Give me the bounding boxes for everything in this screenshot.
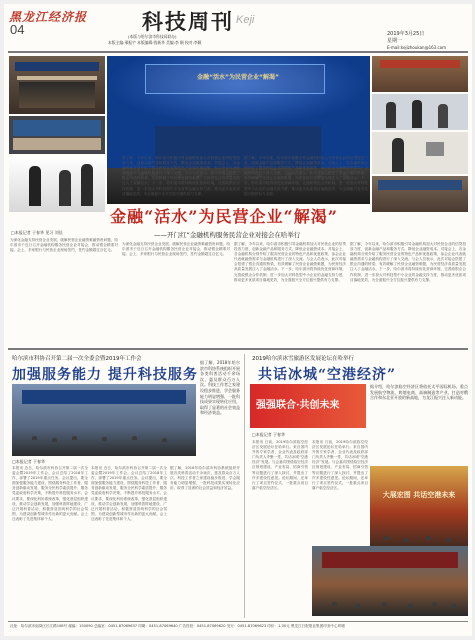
right-photo-1 [372, 56, 468, 92]
footer-text: 社址：哈尔滨市南岗区长江路108号 邮编：150090 总编室：0451-87069637 印刷：0451-87069640 广告经营：0451-87069620 发行：0451-87069623 印价：1.00元 黑龙江日报报业集团印务中心印刷 [10, 624, 345, 628]
main-photo-banner: 金融“活水”为民营企业“解渴” [197, 74, 279, 81]
bottom-left-headline: 加强服务能力 提升科技服务 [12, 367, 198, 383]
top-byline: □本报记者 于春华 见习 刘佳 [11, 230, 63, 235]
weekday: 星期一 [387, 38, 403, 44]
bottom-right-stage-text: 大展宏图 共话空港未来 [382, 490, 456, 499]
top-story-body: 据了解，今年以来，哈尔滨市积极引导金融机构加大对民营企业的信贷投放力度，创新金融产品和服务方式，降低企业融资成本。对接会上，各金融机构分别介绍了服务民营企业的特色产品和优惠政策，参会企业代表就融资需求与金融机构进行了深入交流。与会人员表示，此次对接会搭建了银企沟通的桥梁，有效缓解了民营企业融资难题，为民营经济高质量发展注入了金融活水。下一步，哈尔滨市将持续优化营商环境，完善政银企合作机制，进一步加大对科技型中小企业的金融支持力度，推动更多优质项目落地见效，为全面振兴全方位振兴提供有力支撑。 [122, 156, 240, 196]
bottom-right-banner: 强强联合·共创未来 [256, 400, 340, 411]
top-story-body-continued: 据了解，今年以来，哈尔滨市积极引导金融机构加大对民营企业的信贷投放力度，创新金融产品和服务方式，降低企业融资成本。对接会上，各金融机构分别介绍了服务民营企业的特色产品和优惠政策，参会企业代表就融资需求与金融机构进行了深入交流。与会人员表示，此次对接会搭建了银企沟通的桥梁，有效缓解了民营企业融资难题，为民营经济高质量发展注入了金融活水。下一步，哈尔滨市将持续优化营商环境，完善政银企合作机制，进一步加大对科技型中小企业的金融支持力度，推动更多优质项目落地见效，为全面振兴全方位振兴提供有力支撑。 [244, 156, 368, 196]
top-story-column-2: 为深化金融支持民营企业发展，破解民营企业融资难融资贵问题，哈尔滨市于近日召开金融机构服务民营企业对接会，推动银企精准对接。会上，多家银行与民营企业现场签约，签约金额超过百亿元。 [122, 242, 230, 257]
staff-line-2: 本版主编:邢振宇 本版编辑:钱新华 美编:李 颖 校对:李颖 [108, 40, 202, 45]
footer-rule [8, 621, 468, 622]
newspaper-page [4, 4, 472, 636]
paper-logo [9, 6, 105, 22]
masthead-rule [8, 51, 468, 53]
section-divider [8, 348, 468, 350]
bottom-left-sidebar: 据了解，2018年哈尔滨市科协系统组织开展各类科普活动千余场次，惠及群众百万人次。科技工作者之家建设稳步推进，学会服务能力明显增强，一批科技成果实现转化应用，取得了显著的社会效益和经济效益。 [200, 360, 240, 416]
bottom-right-sidebar: 据介绍，哈尔滨临空经济区将依托太平国际机场，重点发展航空物流、跨境电商、高端制造等产业，打造对俄合作和东北亚开放的新高地，为龙江振兴注入新动能。 [370, 384, 468, 401]
paper-name: 黑龙江经济报 [9, 10, 88, 24]
page-number: 04 [10, 22, 25, 37]
top-subheadline: ——开门红“金融机构服务民营企业对接会在哈举行 [154, 231, 301, 239]
top-headline: 金融“活水”为民营企业“解渴” [110, 207, 338, 226]
right-photo-3 [372, 132, 468, 174]
bottom-right-photo-3 [312, 546, 468, 616]
date-line: 2019年3月25日 [387, 31, 425, 37]
bottom-left-body-col3: 据了解，2018年哈尔滨市科协系统组织开展各类科普活动千余场次，惠及群众百万人次。科技工作者之家建设稳步推进，学会服务能力明显增强，一批科技成果实现转化应用，取得了显著的社会效益和经济效益。 [170, 466, 240, 491]
bottom-right-body-col2: 本报讯 日前，2019哈尔滨临空经济区发展论坛在哈举行。来自国内外的专家学者、企业代表及政府部门负责人齐聚一堂，共话冰城“空港经济”发展。与会嘉宾围绕临空经济区规划建设、产业布局、招商引资等议题进行了深入探讨，并提出了许多建设性意见。论坛期间，还举行了项目签约仪式，一批重点项目落户临空经济区。 [312, 440, 368, 490]
bottom-left-photo [12, 384, 196, 456]
bottom-right-kicker: 2019哈尔滨冰雪旅游区发展论坛在哈举行 [252, 356, 354, 362]
bottom-left-body-col2: 本报讯 近日，哈尔滨市科协召开第二届一次全委会暨2019年工作会。会议总结了2018年工作，部署了2019年重点任务。会议提出，要全面加强服务能力建设，围绕服务科技工作者、服务创新驱动发展、服务全民科学素质提升、服务党委政府科学决策，不断提升科技服务水平。会议要求，要深化科协系统改革，强化基层组织建设，推动学会创新发展，加强科普阵地建设，广泛开展科普活动，积极营造崇尚科学的社会氛围，为建设创新型城市作出新的更大贡献。会上还表彰了先进集体和个人。 [91, 466, 167, 521]
section-pinyin: Keji [236, 14, 255, 26]
right-photo-2 [372, 94, 468, 130]
bottom-right-photo-2 [370, 466, 468, 550]
left-photo-2 [9, 116, 105, 154]
staff-line-1: (本版与哈尔滨市科技局联办) [128, 34, 177, 39]
bottom-right-photo-1 [250, 384, 366, 428]
bottom-right-body: 本报讯 日前，2019哈尔滨临空经济区发展论坛在哈举行。来自国内外的专家学者、企业代表及政府部门负责人齐聚一堂，共话冰城“空港经济”发展。与会嘉宾围绕临空经济区规划建设、产业布局、招商引资等议题进行了深入探讨，并提出了许多建设性意见。论坛期间，还举行了项目签约仪式，一批重点项目落户临空经济区。 [252, 440, 308, 490]
bottom-right-headline: 共话冰城“空港经济” [258, 367, 397, 383]
column-divider [244, 354, 245, 618]
bottom-right-byline: □本报记者 于春华 [252, 432, 286, 437]
top-story-lead: 为深化金融支持民营企业发展，破解民营企业融资难融资贵问题，哈尔滨市于近日召开金融机构服务民营企业对接会，推动银企精准对接。会上，多家银行与民营企业现场签约，签约金额超过百亿元。 [10, 238, 118, 253]
bottom-left-kicker: 哈尔滨市科协召开第二届一次全委会暨2019年工作会 [12, 356, 142, 362]
bottom-left-byline: □本报记者 于春华 [12, 459, 46, 464]
top-story-column-3: 据了解，今年以来，哈尔滨市积极引导金融机构加大对民营企业的信贷投放力度，创新金融产品和服务方式，降低企业融资成本。对接会上，各金融机构分别介绍了服务民营企业的特色产品和优惠政策，参会企业代表就融资需求与金融机构进行了深入交流。与会人员表示，此次对接会搭建了银企沟通的桥梁，有效缓解了民营企业融资难题，为民营经济高质量发展注入了金融活水。下一步，哈尔滨市将持续优化营商环境，完善政银企合作机制，进一步加大对科技型中小企业的金融支持力度，推动更多优质项目落地见效，为全面振兴全方位振兴提供有力支撑。 [234, 242, 346, 282]
left-photo-1 [9, 56, 105, 114]
bottom-left-body: 本报讯 近日，哈尔滨市科协召开第二届一次全委会暨2019年工作会。会议总结了2018年工作，部署了2019年重点任务。会议提出，要全面加强服务能力建设，围绕服务科技工作者、服务创新驱动发展、服务全民科学素质提升、服务党委政府科学决策，不断提升科技服务水平。会议要求，要深化科协系统改革，强化基层组织建设，推动学会创新发展，加强科普阵地建设，广泛开展科普活动，积极营造崇尚科学的社会氛围，为建设创新型城市作出新的更大贡献。会上还表彰了先进集体和个人。 [12, 466, 88, 521]
top-story-column-4: 据了解，今年以来，哈尔滨市积极引导金融机构加大对民营企业的信贷投放力度，创新金融产品和服务方式，降低企业融资成本。对接会上，各金融机构分别介绍了服务民营企业的特色产品和优惠政策，参会企业代表就融资需求与金融机构进行了深入交流。与会人员表示，此次对接会搭建了银企沟通的桥梁，有效缓解了民营企业融资难题，为民营经济高质量发展注入了金融活水。下一步，哈尔滨市将持续优化营商环境，完善政银企合作机制，进一步加大对科技型中小企业的金融支持力度，推动更多优质项目落地见效，为全面振兴全方位振兴提供有力支撑。 [350, 242, 466, 282]
section-title: 科技周刊 [142, 9, 234, 34]
email: E-mail:kejizhoukan@163.com [387, 45, 447, 50]
